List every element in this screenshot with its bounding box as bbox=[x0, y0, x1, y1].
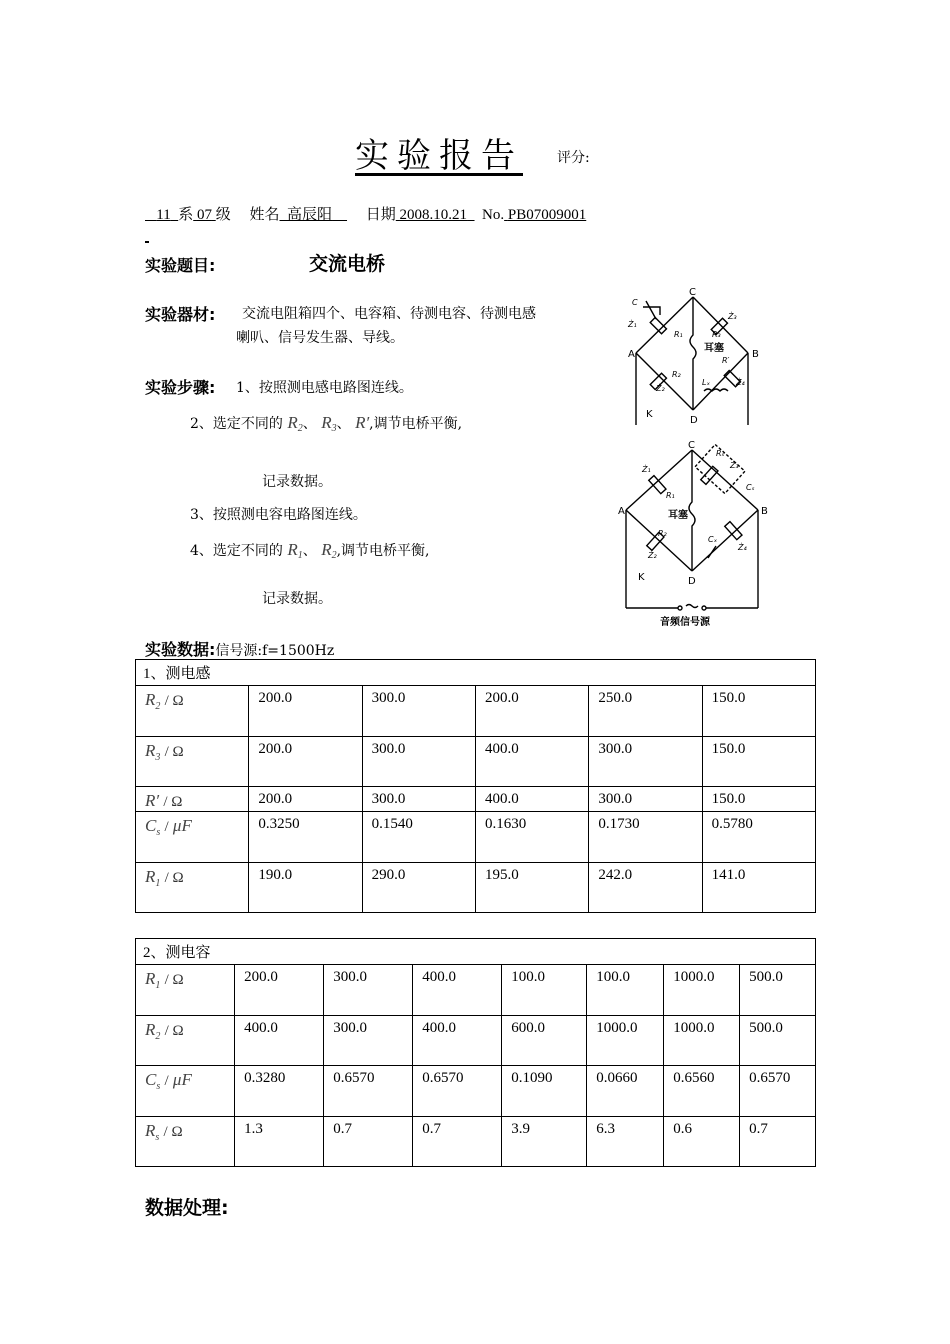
table-cell: 0.5780 bbox=[702, 812, 815, 863]
step-2-suffix: ,调节电桥平衡, bbox=[369, 416, 463, 432]
svg-text:Rₛ: Rₛ bbox=[716, 449, 725, 458]
topic-label: 实验题目: bbox=[145, 256, 216, 275]
svg-text:R₁: R₁ bbox=[674, 330, 683, 339]
table-cell: 400.0 bbox=[235, 1016, 324, 1066]
marker-dot bbox=[145, 241, 149, 243]
diagram2-label-b: B bbox=[761, 506, 768, 517]
table-cell: 0.1540 bbox=[362, 812, 475, 863]
svg-text:Ż₄: Ż₄ bbox=[738, 543, 747, 552]
table-cell: 100.0 bbox=[587, 965, 664, 1016]
capacitance-bridge-diagram bbox=[612, 438, 772, 630]
grade-value: 07 bbox=[196, 207, 212, 223]
date-value: 2008.10.21 bbox=[399, 207, 468, 223]
table-cell: 0.3250 bbox=[249, 812, 362, 863]
table-row bbox=[136, 787, 816, 812]
step-2: 2、选定不同的 $R_2$、 $R_3$、 R′,调节电桥平衡, bbox=[190, 413, 463, 434]
capacitance-table bbox=[135, 938, 816, 1167]
diagram2-label-k: K bbox=[638, 572, 645, 583]
diagram1-label-a: A bbox=[628, 349, 635, 360]
meta-line bbox=[145, 203, 586, 224]
svg-text:Ż₁: Ż₁ bbox=[628, 320, 637, 329]
topic-value: 交流电桥 bbox=[309, 253, 386, 275]
diagram1-label-earphone: 耳塞 bbox=[704, 343, 724, 354]
no-value: PB07009001 bbox=[507, 207, 587, 223]
row-label-rs: $R_s$ / Ω bbox=[136, 1117, 235, 1167]
dept-label: 系 bbox=[178, 207, 194, 223]
row-label-r2: $R_2$ / Ω bbox=[136, 1016, 235, 1066]
equipment-line-2: 喇叭、信号发生器、导线。 bbox=[236, 330, 404, 346]
diagram1-label-k: K bbox=[646, 409, 653, 420]
step-4-suffix: ,调节电桥平衡, bbox=[336, 543, 430, 559]
table-cell: 200.0 bbox=[249, 737, 362, 787]
row-label-r1: $R_1$ / Ω bbox=[136, 965, 235, 1016]
symbol-r2: $R_2$ bbox=[287, 413, 303, 434]
date-label: 日期 bbox=[365, 207, 396, 223]
table-cell: 300.0 bbox=[362, 737, 475, 787]
svg-text:Cₓ: Cₓ bbox=[708, 535, 718, 544]
row-label-cs: $C_s$ / μF bbox=[136, 1066, 235, 1117]
table-cell: 150.0 bbox=[702, 787, 815, 812]
diagram2-label-c: C bbox=[688, 440, 695, 451]
symbol-r1: $R_1$ bbox=[287, 540, 303, 561]
table-cell: 0.0660 bbox=[587, 1066, 664, 1117]
table-cell: 0.7 bbox=[324, 1117, 413, 1167]
svg-text:Ż₃: Ż₃ bbox=[730, 461, 739, 470]
table-cell: 100.0 bbox=[502, 965, 587, 1016]
symbol-r2b: $R_2$ bbox=[321, 540, 337, 561]
table-cell: 400.0 bbox=[475, 737, 588, 787]
data-label: 实验数据: bbox=[145, 640, 216, 659]
step-4: 4、选定不同的 $R_1$、 $R_2$,调节电桥平衡, bbox=[190, 540, 430, 561]
steps-label: 实验步骤: bbox=[145, 378, 216, 397]
svg-text:R₁: R₁ bbox=[666, 491, 675, 500]
table-cell: 242.0 bbox=[589, 863, 702, 913]
table-cell: 0.7 bbox=[740, 1117, 816, 1167]
table-cell: 0.6570 bbox=[324, 1066, 413, 1117]
table-cell: 200.0 bbox=[475, 686, 588, 737]
table-cell: 150.0 bbox=[702, 686, 815, 737]
row-label-cs: $C_s$ / μF bbox=[136, 812, 249, 863]
table-cell: 0.6560 bbox=[664, 1066, 740, 1117]
table2-caption: 2、测电容 bbox=[136, 939, 816, 965]
table-cell: 1000.0 bbox=[587, 1016, 664, 1066]
table-cell: 1000.0 bbox=[664, 965, 740, 1016]
svg-text:Ż₂: Ż₂ bbox=[648, 551, 657, 560]
table-cell: 300.0 bbox=[324, 965, 413, 1016]
table-row bbox=[136, 812, 816, 863]
table-cell: 0.1730 bbox=[589, 812, 702, 863]
step-2-prefix: 2、选定不同的 bbox=[190, 416, 283, 432]
table-cell: 1000.0 bbox=[664, 1016, 740, 1066]
table-cell: 6.3 bbox=[587, 1117, 664, 1167]
table-cell: 200.0 bbox=[235, 965, 324, 1016]
table-cell: 200.0 bbox=[249, 686, 362, 737]
row-label-r3: $R_3$ / Ω bbox=[136, 737, 249, 787]
table-cell: 200.0 bbox=[249, 787, 362, 812]
table-row bbox=[136, 965, 816, 1016]
svg-text:Cₛ: Cₛ bbox=[746, 483, 755, 492]
score-label: 评分: bbox=[557, 150, 590, 166]
table-cell: 300.0 bbox=[362, 686, 475, 737]
table-cell: 0.1630 bbox=[475, 812, 588, 863]
table-row bbox=[136, 1117, 816, 1167]
table-row bbox=[136, 863, 816, 913]
svg-text:Ż₂: Ż₂ bbox=[656, 384, 665, 393]
diagram2-caption: 音频信号源 bbox=[660, 617, 710, 628]
table-row bbox=[136, 1016, 816, 1066]
row-label-r-prime: R′ / Ω bbox=[136, 787, 249, 812]
table-cell: 0.6570 bbox=[740, 1066, 816, 1117]
diagram2-label-d: D bbox=[688, 576, 696, 587]
table-cell: 500.0 bbox=[740, 965, 816, 1016]
diagram1-label-b: B bbox=[752, 349, 759, 360]
table-cell: 300.0 bbox=[589, 787, 702, 812]
step-4-prefix: 4、选定不同的 bbox=[190, 543, 283, 559]
svg-text:Ż₃: Ż₃ bbox=[728, 312, 737, 321]
step-3: 3、按照测电容电路图连线。 bbox=[190, 507, 367, 523]
table-cell: 300.0 bbox=[362, 787, 475, 812]
table-cell: 190.0 bbox=[249, 863, 362, 913]
step-1: 1、按照测电感电路图连线。 bbox=[236, 380, 413, 396]
table-cell: 0.1090 bbox=[502, 1066, 587, 1117]
row-label-r2: $R_2$ / Ω bbox=[136, 686, 249, 737]
svg-text:Lₓ: Lₓ bbox=[702, 378, 711, 387]
table-cell: 0.7 bbox=[413, 1117, 502, 1167]
equipment-line-1: 交流电阻箱四个、电容箱、待测电容、待测电感 bbox=[242, 306, 536, 322]
table-cell: 3.9 bbox=[502, 1117, 587, 1167]
equipment-label: 实验器材: bbox=[145, 305, 216, 324]
table-cell: 0.3280 bbox=[235, 1066, 324, 1117]
table-cell: 300.0 bbox=[589, 737, 702, 787]
table-cell: 500.0 bbox=[740, 1016, 816, 1066]
dept-value: 11 bbox=[156, 207, 171, 223]
no-label: No. bbox=[482, 207, 505, 223]
table-cell: 290.0 bbox=[362, 863, 475, 913]
svg-text:C: C bbox=[632, 298, 638, 307]
step-4-record: 记录数据。 bbox=[262, 591, 332, 607]
table-row bbox=[136, 1066, 816, 1117]
table-cell: 1.3 bbox=[235, 1117, 324, 1167]
table-row bbox=[136, 737, 816, 787]
svg-text:R₂: R₂ bbox=[658, 529, 667, 538]
table-cell: 0.6 bbox=[664, 1117, 740, 1167]
table-cell: 0.6570 bbox=[413, 1066, 502, 1117]
name-label: 姓名 bbox=[249, 207, 280, 223]
table-cell: 195.0 bbox=[475, 863, 588, 913]
svg-text:Ż₄: Ż₄ bbox=[736, 378, 745, 387]
table-cell: 400.0 bbox=[475, 787, 588, 812]
diagram1-label-c: C bbox=[689, 287, 696, 298]
diagram1-label-d: D bbox=[690, 415, 698, 426]
step-2-record: 记录数据。 bbox=[262, 474, 332, 490]
symbol-r3: $R_3$ bbox=[321, 413, 337, 434]
table-row bbox=[136, 686, 816, 737]
row-label-r1: $R_1$ / Ω bbox=[136, 863, 249, 913]
table-cell: 400.0 bbox=[413, 1016, 502, 1066]
data-section-header bbox=[145, 637, 334, 660]
inductance-table bbox=[135, 659, 816, 913]
table-cell: 150.0 bbox=[702, 737, 815, 787]
table-cell: 141.0 bbox=[702, 863, 815, 913]
page-title: 实验报告 bbox=[355, 136, 523, 176]
diagram2-label-earphone: 耳塞 bbox=[668, 510, 688, 521]
table-cell: 300.0 bbox=[324, 1016, 413, 1066]
name-value: 高辰阳 bbox=[287, 207, 333, 223]
svg-text:R₂: R₂ bbox=[672, 370, 681, 379]
diagram2-label-a: A bbox=[618, 506, 625, 517]
table-cell: 600.0 bbox=[502, 1016, 587, 1066]
symbol-r-prime: R′ bbox=[355, 413, 370, 432]
processing-label: 数据处理: bbox=[145, 1197, 229, 1219]
table-cell: 250.0 bbox=[589, 686, 702, 737]
table-cell: 400.0 bbox=[413, 965, 502, 1016]
inductance-bridge-diagram bbox=[618, 285, 758, 433]
svg-text:Ż₁: Ż₁ bbox=[642, 465, 651, 474]
svg-text:R′: R′ bbox=[722, 356, 730, 365]
signal-source: 信号源:f=1500Hz bbox=[215, 643, 335, 659]
grade-label: 级 bbox=[215, 207, 231, 223]
svg-text:R₃: R₃ bbox=[712, 330, 721, 339]
table1-caption: 1、测电感 bbox=[136, 660, 816, 686]
processing-heading bbox=[145, 1193, 229, 1220]
